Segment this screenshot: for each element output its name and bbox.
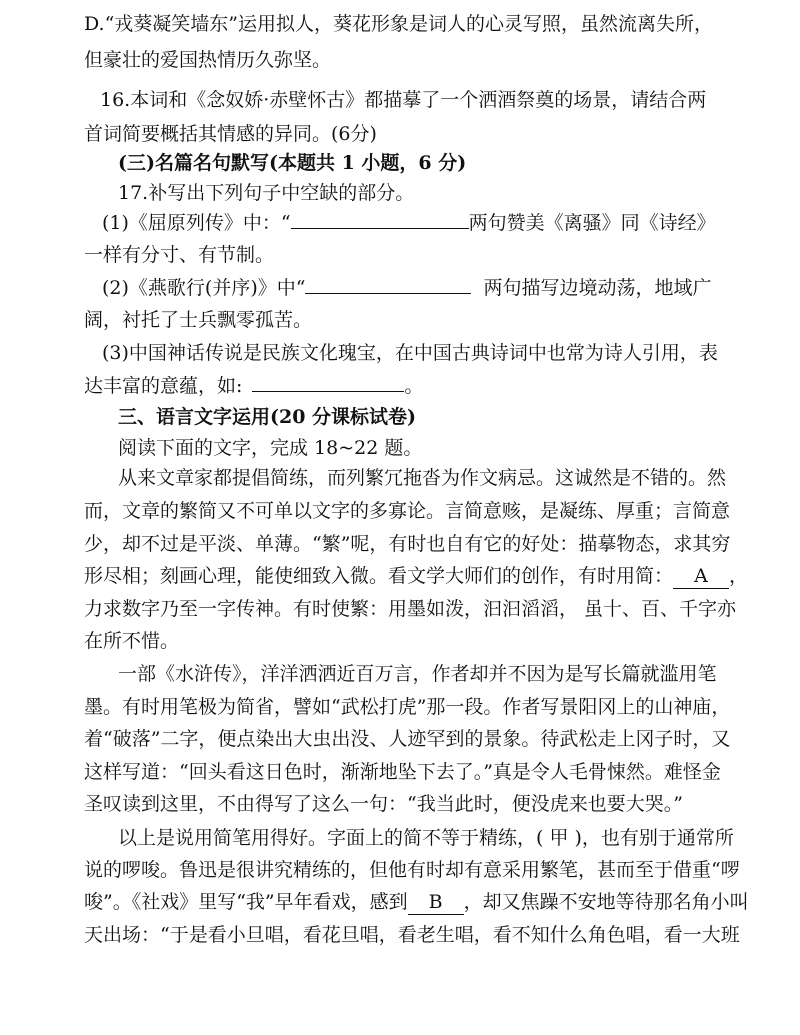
passage-p1-line-3: 少，却不过是平淡、单薄。“繁”呢，有时也自有它的好处：描摹物态，求其穷 [84, 533, 731, 555]
passage-p3-line-2: 说的啰唆。鲁迅是很讲究精练的，但他有时却有意采用繁笔，甚而至于借重“啰 [84, 859, 740, 881]
passage-p2-line-3: 着“破落”二字，便点染出大虫出没、人迹罕到的景象。待武松走上冈子时，又 [84, 728, 731, 750]
passage-p1-line-5: 力求数字乃至一字传神。有时使繁：用墨如泼，汩汩滔滔， 虽十、百、千字亦 [84, 598, 737, 620]
answer-slot-a[interactable]: A [673, 564, 729, 589]
question-16-line-2: 首词简要概括其情感的异同。(6分) [84, 123, 377, 145]
passage-p1-line-2: 而，文章的繁简又不可单以文字的多寡论。言简意赅，是凝练、厚重；言简意 [84, 500, 731, 522]
question-17-stem: 17.补写出下列句子中空缺的部分。 [118, 182, 415, 204]
question-17-item-1-cont: 一样有分寸、有节制。 [84, 244, 275, 266]
passage-p1-line-6: 在所不惜。 [84, 630, 180, 652]
passage-p2-line-4: 这样写道：“回头看这日色时，渐渐地坠下去了。”真是令人毛骨悚然。难怪金 [84, 761, 721, 783]
passage-p1-line-4-text: 形尽相；刻画心理，能使细致入微。看文学大师们的创作，有时用简： [84, 565, 674, 587]
answer-blank-3[interactable] [252, 373, 404, 392]
question-17-item-2-cont: 阔，衬托了士兵飘零孤苦。 [84, 309, 313, 331]
question-16-line-1: 16.本词和《念奴娇·赤壁怀古》都描摹了一个洒酒祭奠的场景，请结合两 [100, 89, 707, 111]
option-d-line-1: D.“戎葵凝笑墙东”运用拟人，葵花形象是词人的心灵写照，虽然流离失所， [84, 13, 714, 35]
item-1-suffix: 两句赞美《离骚》同《诗经》 [468, 212, 716, 234]
item-1-prefix: (1)《屈原列传》中：“ [102, 212, 291, 234]
item-3-suffix: 。 [404, 375, 424, 397]
passage-p3-line-3 [84, 890, 800, 915]
passage-p2-line-2: 墨。有时用笔极为简省，譬如“武松打虎”那一段。作者写景阳冈上的山神庙， [84, 696, 731, 718]
item-2-suffix: 两句描写边境动荡，地域广 [483, 277, 712, 299]
reading-instruction: 阅读下面的文字，完成 18~22 题。 [118, 437, 423, 459]
passage-p1-line-4-end: ， [729, 565, 749, 587]
passage-p3-line-4: 天出场：“于是看小旦唱，看花旦唱，看老生唱，看不知什么角色唱，看一大班 [84, 924, 740, 946]
passage-p3-line-3-text: 唆”。《社戏》里写“我”早年看戏，感到 [84, 891, 408, 913]
question-17-item-1 [102, 210, 800, 235]
answer-blank-2[interactable] [305, 275, 471, 294]
passage-p2-line-1: 一部《水浒传》，洋洋洒洒近百万言，作者却并不因为是写长篇就滥用笔 [118, 663, 717, 685]
passage-p3-line-3-end: ，却又焦躁不安地等待那名角小叫 [463, 891, 749, 913]
item-2-prefix: (2)《燕歌行(并序)》中“ [102, 277, 306, 299]
answer-blank-1[interactable] [291, 210, 469, 229]
passage-p1-line-1: 从来文章家都提倡简练，而列繁冗拖沓为作文病忌。这诚然是不错的。然 [118, 467, 727, 489]
answer-slot-b[interactable]: B [408, 890, 464, 915]
option-d-line-2: 但豪壮的爱国热情历久弥坚。 [84, 49, 332, 71]
question-17-item-2 [102, 275, 800, 300]
question-17-item-3-cont [84, 373, 800, 398]
passage-p2-line-5: 圣叹读到这里，不由得写了这么一句：“我当此时，便没虎来也要大哭。” [84, 793, 683, 815]
item-3-prefix: 达丰富的意蕴，如: [84, 375, 243, 397]
question-17-item-3: (3)中国神话传说是民族文化瑰宝，在中国古典诗词中也常为诗人引用，表 [102, 342, 718, 364]
passage-p1-line-4 [84, 564, 800, 589]
section-heading-recitation: (三)名篇名句默写(本题共 1 小题，6 分) [118, 152, 467, 174]
passage-p3-line-1: 以上是说用简笔用得好。字面上的简不等于精练，( 甲 )，也有别于通常所 [118, 827, 734, 849]
section-heading-language: 三、语言文字运用(20 分课标试卷) [118, 406, 417, 428]
